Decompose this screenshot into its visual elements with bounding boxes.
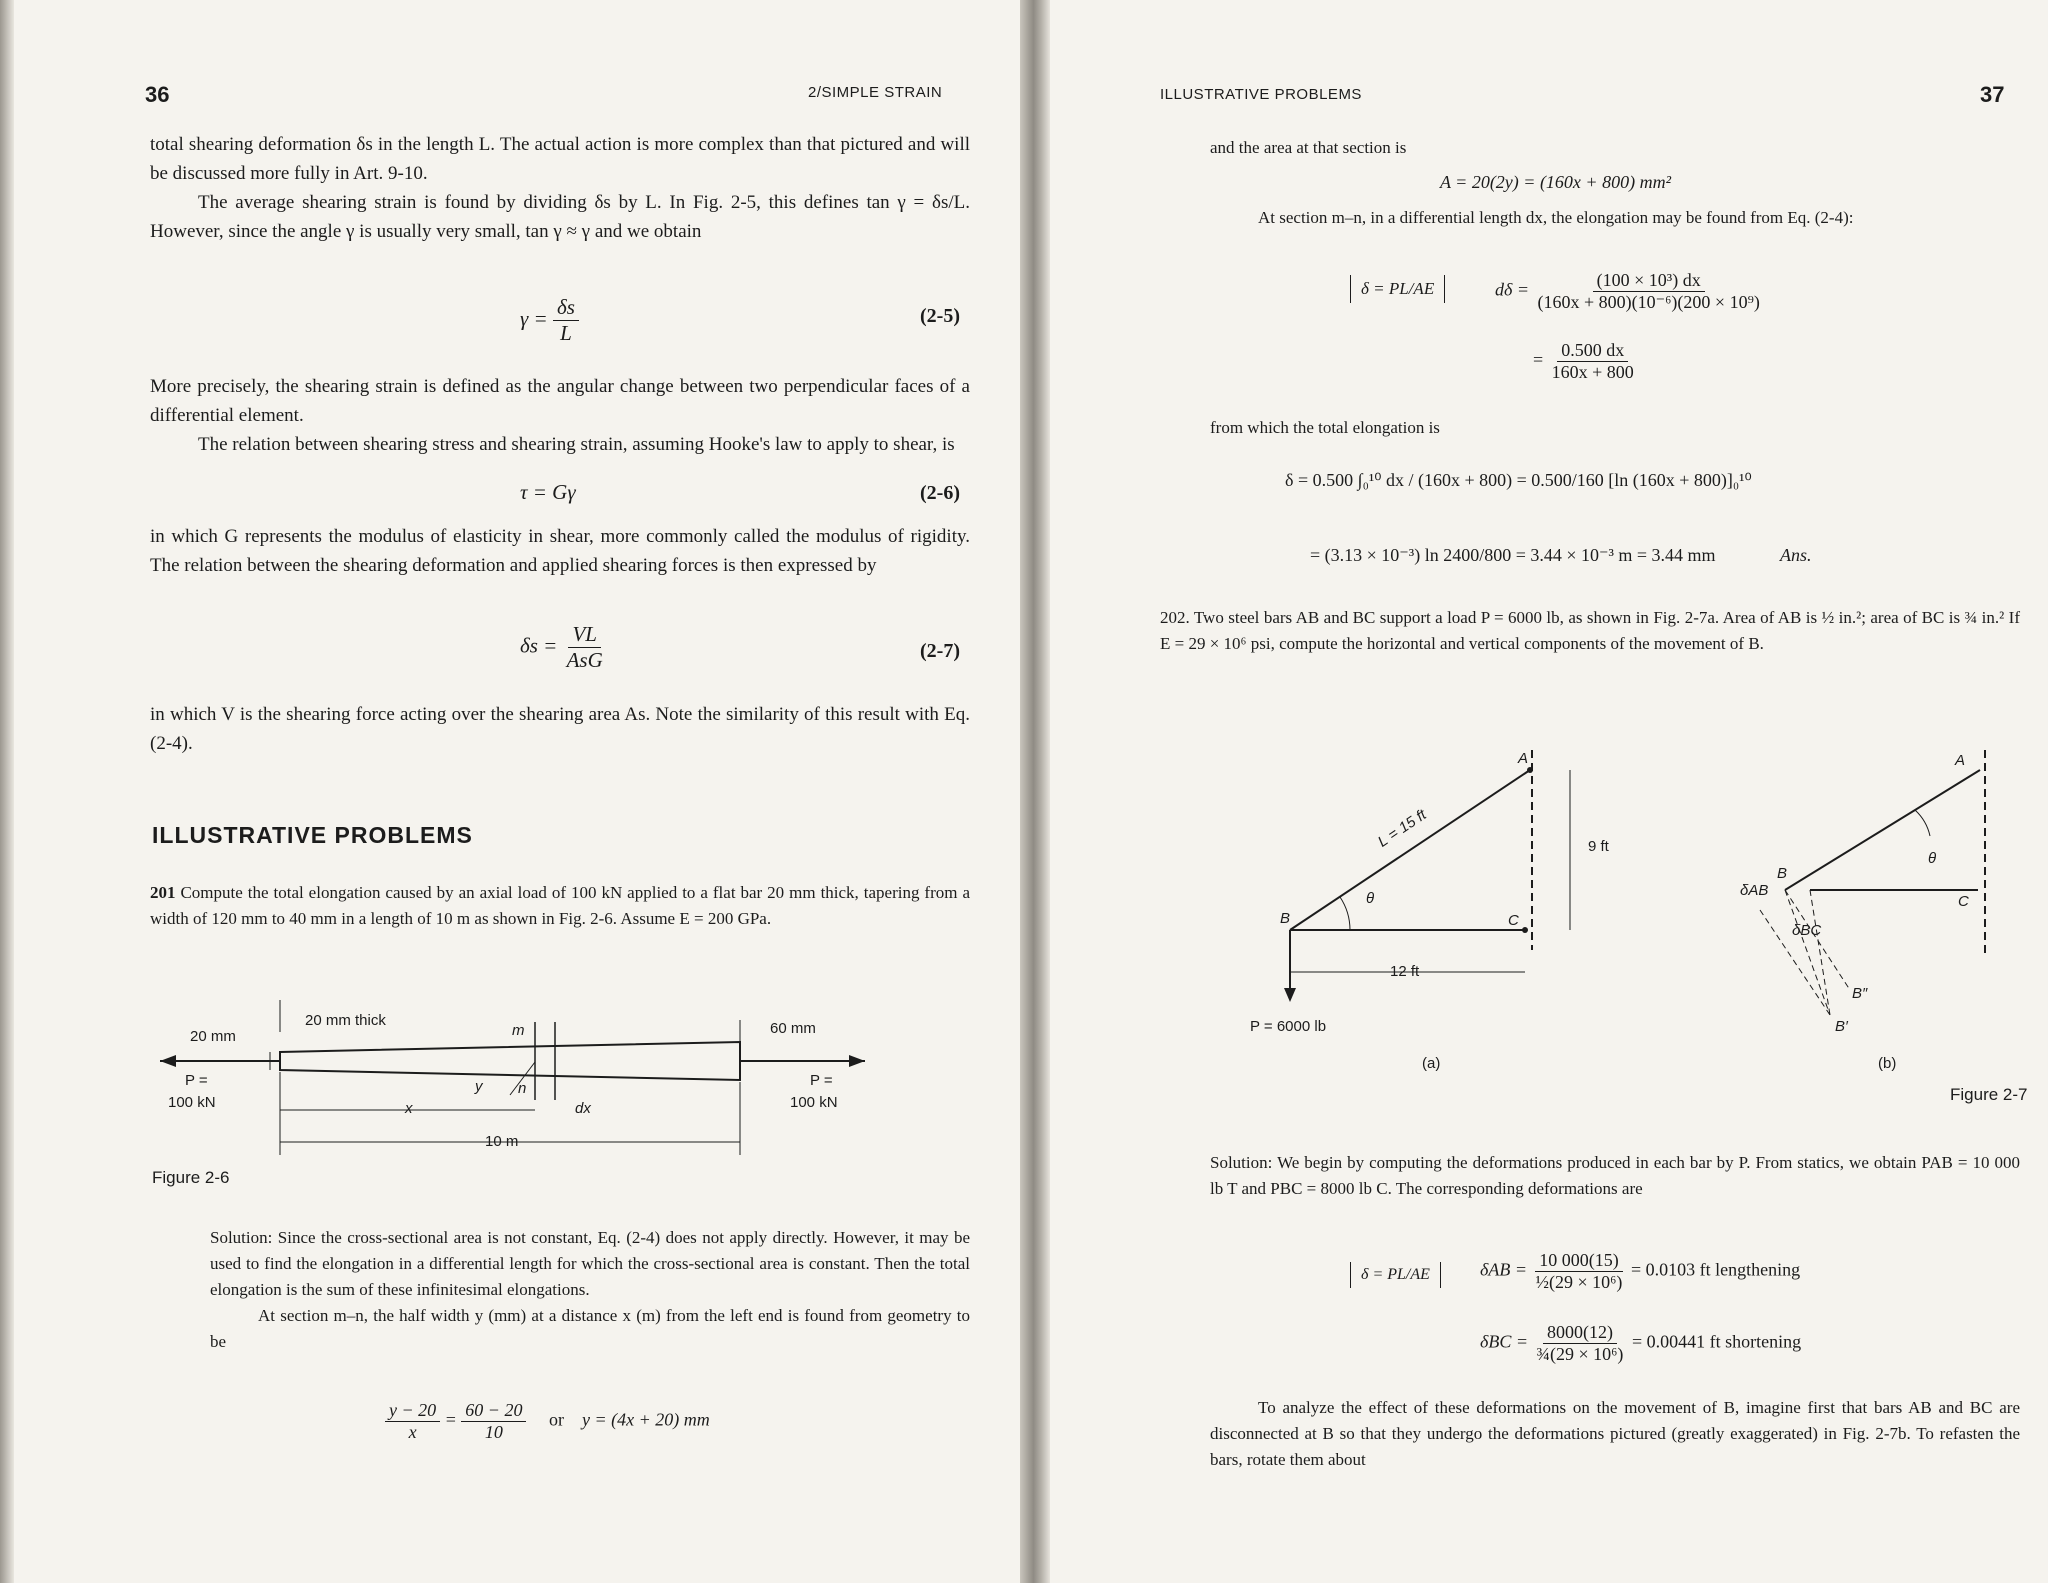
solution-text-2: To analyze the effect of these deformations on the movement of B, imagine first that bars AB and BC are disconnected at B so that they undergo the deformations pictured (greatly exaggerated) in Fig. 2-7b. To refasten the bars, rotate them about (1210, 1398, 2020, 1469)
paragraph-4: The relation between shearing stress and shearing strain, assuming Hooke's law to apply to shear, is (198, 434, 955, 455)
solution-label: Solution: (210, 1228, 273, 1247)
fraction (1532, 1250, 1627, 1293)
denominator: AsG (566, 648, 603, 672)
section-title: ILLUSTRATIVE PROBLEMS (152, 822, 473, 848)
label-load-left: P = (185, 1072, 208, 1089)
label-theta: θ (1366, 890, 1375, 907)
paragraph-3: More precisely, the shearing strain is defined as the angular change between two perpendicular faces of a differential element. (150, 376, 970, 426)
bracket-equation: δ = PL/AE (1350, 275, 1445, 303)
paragraph-2: The average shearing strain is found by dividing δs by L. In Fig. 2-5, this defines tan γ = δs/L. However, since the angle γ is usually very small, tan γ ≈ γ and we obtain (150, 192, 970, 242)
denominator: 160x + 800 (1551, 362, 1634, 382)
solution-label: Solution: (1210, 1153, 1273, 1172)
problem-number: 202. (1160, 608, 1190, 627)
problem-202 (1160, 605, 2020, 657)
paragraph (150, 700, 970, 758)
answer-label: Ans. (1780, 545, 1812, 565)
label-b: B (1280, 910, 1291, 927)
fraction (1548, 340, 1638, 383)
load-arrowhead (1284, 988, 1296, 1002)
arrowhead-right (849, 1055, 865, 1067)
running-head: ILLUSTRATIVE PROBLEMS (1160, 86, 1362, 103)
equation-number: (2-7) (920, 640, 960, 662)
solution-text: Since the cross-sectional area is not constant, Eq. (2-4) does not apply directly. However, it may be used to find the elongation in a differential length for which the cross-sectional area is constant. Then the total elongation is the sum of these infinitesimal elongations. (210, 1228, 971, 1299)
construction-line-1 (1785, 890, 1830, 1015)
label-left-width: 20 mm (190, 1028, 236, 1045)
area-equation: A = 20(2y) = (160x + 800) mm² (1440, 172, 1671, 192)
fraction (1534, 270, 1764, 313)
equation-number: (2-5) (920, 305, 960, 327)
tapered-bar (280, 1042, 740, 1080)
problem-text: Compute the total elongation caused by an axial load of 100 kN applied to a flat bar 20 mm thick, tapering from a width of 120 mm to 40 mm in a length of 10 m as shown in Fig. 2-6. Assume E = 200 GPa. (150, 883, 970, 928)
problem-number: 201 (150, 883, 176, 902)
denominator: x (408, 1422, 417, 1442)
denominator: ½(29 × 10⁶) (1535, 1272, 1623, 1292)
subfigure-a-label: (a) (1422, 1055, 1441, 1072)
label-length-ab: L = 15 ft (1374, 806, 1430, 851)
numerator: (100 × 10³) dx (1593, 270, 1705, 292)
angle-arc (1340, 897, 1350, 930)
right-page (1050, 0, 2048, 1583)
label-b-double-prime: B″ (1852, 985, 1868, 1002)
line-2 (1210, 205, 2020, 231)
numerator: 8000(12) (1543, 1322, 1617, 1344)
denominator: ¾(29 × 10⁶) (1536, 1344, 1624, 1364)
denominator: L (560, 321, 572, 345)
integral-equation: δ = 0.500 ∫₀¹⁰ dx / (160x + 800) = 0.500/160 [ln (160x + 800)]₀¹⁰ (1285, 470, 1752, 490)
equation-rhs: = 0.0103 ft lengthening (1630, 1259, 1801, 1280)
delta-bc-equation (1480, 1322, 1801, 1365)
denominator: 10 (484, 1422, 503, 1442)
bar-ab (1290, 770, 1530, 930)
construction-line-3 (1810, 890, 1830, 1015)
paragraph (150, 522, 970, 580)
bar-ab-b (1785, 770, 1980, 890)
paragraph (1210, 1395, 2020, 1473)
figure-caption: Figure 2-7 (1950, 1085, 2028, 1104)
label-right-width: 60 mm (770, 1020, 816, 1037)
label-a: A (1518, 750, 1529, 767)
equation-lhs: δs = (520, 633, 558, 658)
paragraph-5: in which G represents the modulus of elasticity in shear, more commonly called the modulus of rigidity. The relation between the shearing deformation and applied shearing forces is then expressed by (150, 526, 970, 576)
or-word: or (548, 1409, 564, 1430)
equation-2-5 (520, 295, 579, 346)
line-1: and the area at that section is (1210, 138, 1407, 157)
numerator: 0.500 dx (1557, 340, 1628, 362)
figure-2-7a (1280, 740, 1600, 1040)
running-head: 2/SIMPLE STRAIN (808, 84, 943, 101)
arrowhead-left (160, 1055, 176, 1067)
figure-2-6 (150, 1000, 870, 1180)
paragraph (150, 130, 970, 246)
label-n: n (518, 1080, 527, 1097)
delta-ab-equation (1480, 1250, 1800, 1293)
label-delta-bc: δBC (1792, 922, 1822, 939)
label-height: 9 ft (1588, 838, 1609, 855)
label-thick: 20 mm thick (305, 1012, 386, 1029)
label-c: C (1508, 912, 1519, 929)
page-number: 36 (145, 82, 170, 107)
subfigure-b-label: (b) (1878, 1055, 1897, 1072)
solution-text: We begin by computing the deformations produced in each bar by P. From statics, we obtain PAB = 10 000 lb T and PBC = 8000 lb C. The corresponding deformations are (1210, 1153, 2020, 1198)
equation-rhs: y = (4x + 20) mm (581, 1409, 710, 1430)
angle-arc-b (1915, 810, 1930, 836)
equation-rhs: = 0.00441 ft shortening (1631, 1331, 1802, 1352)
label-theta-b: θ (1928, 850, 1937, 867)
book-gutter (1020, 0, 1050, 1583)
label-b-b: B (1777, 865, 1788, 882)
numerator: VL (568, 622, 601, 648)
equals-sign: = (444, 1409, 457, 1430)
numerator: δs (553, 295, 579, 321)
label-length: 10 m (485, 1133, 519, 1150)
solution-text-2: At section m–n, the half width y (mm) at a distance x (m) from the left end is found from geometry to be (210, 1306, 970, 1351)
paragraph-6: in which V is the shearing force acting over the shearing area As. Note the similarity of this result with Eq. (2-4). (150, 704, 970, 754)
page-edge-shadow (0, 0, 14, 1583)
label-a-b: A (1955, 752, 1966, 769)
numerator: y − 20 (385, 1400, 440, 1422)
numerator: 60 − 20 (461, 1400, 526, 1422)
figure-caption: Figure 2-6 (152, 1168, 230, 1187)
label-load: P = 6000 lb (1250, 1018, 1327, 1035)
fraction (563, 622, 607, 673)
label-c-b: C (1958, 893, 1969, 910)
label-dx: dx (575, 1100, 591, 1117)
equation-2-6: τ = Gγ (520, 480, 576, 504)
label-b-prime: B′ (1835, 1018, 1848, 1035)
label-m: m (512, 1022, 525, 1039)
solution-202 (1210, 1150, 2020, 1202)
problem-text: Two steel bars AB and BC support a load P = 6000 lb, as shown in Fig. 2-7a. Area of AB is ½ in.²; area of BC is ¾ in.² If E = 29 × 10⁶ psi, compute the horizontal and vertical components of the movement of B. (1160, 608, 2020, 653)
result-equation (1310, 545, 1812, 566)
fraction (1533, 1322, 1628, 1365)
paragraph: At section m–n, in a differential length dx, the elongation may be found from Eq. (2-4): (1258, 208, 1854, 227)
label-width: 12 ft (1390, 963, 1420, 980)
geometry-equation (385, 1400, 710, 1443)
equation-lhs: γ = (520, 306, 548, 331)
label-load-left-value: 100 kN (168, 1094, 216, 1111)
problem-201 (150, 880, 970, 932)
label-y: y (475, 1078, 483, 1095)
equation-lhs: δAB = (1480, 1259, 1528, 1280)
line-3: from which the total elongation is (1210, 418, 1440, 437)
paragraph-1: total shearing deformation δs in the length L. The actual action is more complex than that pictured and will be discussed more fully in Art. 9-10. (150, 134, 970, 184)
page-number: 37 (1980, 82, 2005, 107)
differential-equation: dδ = $\frac{\text{(100 × 10³) dx}}{\text{(160x + 800)(10⁻⁶)(200 × 10⁹)}}$ (1495, 270, 1764, 313)
label-x: x (405, 1100, 413, 1117)
result-text: = (3.13 × 10⁻³) ln 2400/800 = 3.44 × 10⁻³ m = 3.44 mm (1310, 545, 1716, 565)
label-load-right: P = (810, 1072, 833, 1089)
paragraph (150, 372, 970, 459)
solution-201 (210, 1225, 970, 1355)
fraction (385, 1400, 440, 1443)
fraction (461, 1400, 526, 1443)
equation-lhs: δBC = (1480, 1331, 1529, 1352)
equation-number: (2-6) (920, 482, 960, 504)
bracket-equation-2: δ = PL/AE (1350, 1262, 1441, 1288)
fraction (553, 295, 579, 346)
label-delta-ab: δAB (1740, 882, 1769, 899)
equation-2-7 (520, 622, 607, 673)
denominator: (160x + 800)(10⁻⁶)(200 × 10⁹) (1537, 292, 1760, 312)
label-load-right-value: 100 kN (790, 1094, 838, 1111)
numerator: 10 000(15) (1535, 1250, 1623, 1272)
differential-equation-simplified: = $\frac{0.500 dx}{160x + 800}$ (1533, 340, 1638, 383)
left-page (0, 0, 1020, 1583)
